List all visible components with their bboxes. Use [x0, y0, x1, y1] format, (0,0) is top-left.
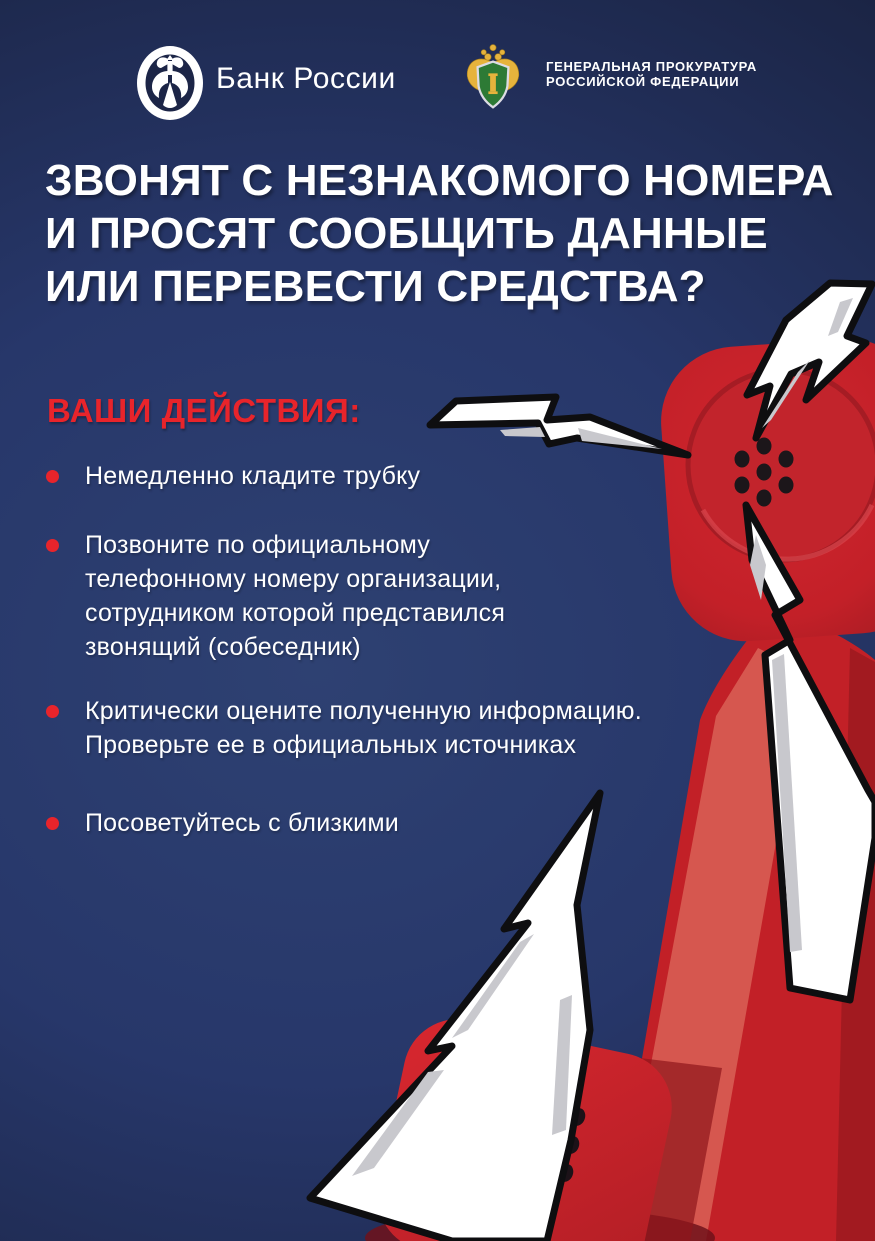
- list-item: [46, 459, 420, 493]
- headline-line2: И ПРОСЯТ СООБЩИТЬ ДАННЫЕ: [45, 209, 768, 258]
- bullet-dot: [46, 470, 59, 483]
- headline-line3: ИЛИ ПЕРЕВЕСТИ СРЕДСТВА?: [45, 262, 706, 311]
- headline-line1: ЗВОНЯТ С НЕЗНАКОМОГО НОМЕРА: [45, 156, 834, 205]
- list-item-text: Посоветуйтесь с близкими: [85, 809, 399, 837]
- list-item: [46, 528, 515, 664]
- actions-title: ВАШИ ДЕЙСТВИЯ:: [47, 392, 361, 429]
- list-item: [46, 806, 399, 840]
- bank-name: Банк России: [216, 62, 396, 95]
- prosecutor-title-line1: ГЕНЕРАЛЬНАЯ ПРОКУРАТУРА: [546, 59, 757, 74]
- list-item-text: Позвоните по официальному телефонному номеру организации, сотрудником которой представился звонящий (собеседник): [85, 531, 506, 661]
- headline: [45, 154, 834, 313]
- list-item-text: Немедленно кладите трубку: [85, 462, 421, 490]
- list-item: [46, 694, 725, 762]
- lightning-bolt-bottom-left: [310, 793, 600, 1241]
- bank-of-russia-logo-icon: [135, 44, 205, 122]
- bullet-dot: [46, 705, 59, 718]
- lightning-bolt-left: [430, 397, 688, 455]
- list-item-text: Критически оцените полученную информацию. Проверьте ее в официальных источниках: [85, 697, 642, 759]
- prosecutor-emblem-icon: [463, 42, 523, 114]
- prosecutor-title: [546, 59, 757, 89]
- bullet-dot: [46, 817, 59, 830]
- prosecutor-title-line2: РОССИЙСКОЙ ФЕДЕРАЦИИ: [546, 74, 740, 89]
- bullet-dot: [46, 539, 59, 552]
